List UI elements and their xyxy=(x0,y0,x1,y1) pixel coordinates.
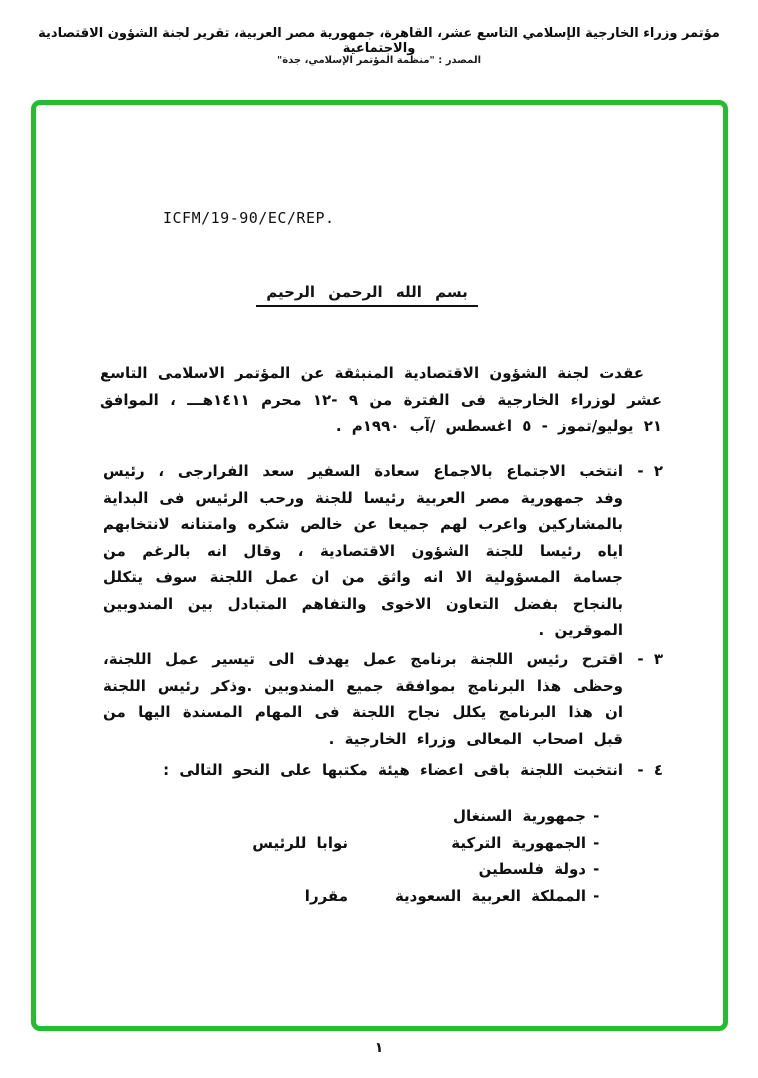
list-dash: - xyxy=(593,833,600,852)
list-item xyxy=(155,803,600,830)
page-number: ١ xyxy=(374,1040,384,1056)
member-name: دولة فلسطين xyxy=(478,860,586,878)
conference-header-title: مؤتمر وزراء الخارجية الإسلامي التاسع عشر، القاهرة، جمهورية مصر العربية، تقرير لجنة الشؤون الاقتصادية والاجتماعية xyxy=(38,26,720,56)
member-role: نوابا للرئيس xyxy=(252,833,348,852)
member-name: الجمهورية التركية xyxy=(451,833,586,852)
opening-paragraph: عقدت لجنة الشؤون الاقتصادية المنبثقة عن المؤتمر الاسلامى التاسع عشر لوزراء الخارجية فى الفترة من ٩ -١٢ محرم ١٤١١هـــ ، الموافق ٢١ يوليو/تموز - ٥ اغسطس /آب ١٩٩٠م . xyxy=(100,364,662,435)
list-dash: - xyxy=(593,860,600,878)
item-4-marker: ٤ - xyxy=(637,761,663,779)
bureau-member-list xyxy=(155,803,600,909)
list-item xyxy=(155,883,600,910)
member-name: جمهورية السنغال xyxy=(452,807,586,825)
list-item xyxy=(155,830,600,857)
item-3-text: اقترح رئيس اللجنة برنامج عمل يهدف الى تيسير عمل اللجنة، وحظى هذا البرنامج بموافقة جميع المندوبين .وذكر رئيس اللجنة ان هذا البرنامج يكلل نجاح اللجنة فى المهام المسندة اليها من قبل اصحاب المعالى وزراء الخارجية . xyxy=(103,650,623,748)
list-item xyxy=(155,856,600,883)
item-4-text: انتخبت اللجنة باقى اعضاء هيئة مكتبها على النحو التالى : xyxy=(163,761,623,779)
numbered-item-2 xyxy=(103,458,663,644)
member-role: مقررا xyxy=(304,886,348,905)
item-2-text: انتخب الاجتماع بالاجماع سعادة السفير سعد الفرارجى ، رئيس وفد جمهورية مصر العربية رئيسا للجنة ورحب الرئيس فى البداية بالمشاركين واعرب لهم جميعا عن خالص شكره وامتنانه لانتخابهم اياه رئيسا للجنة الشؤون الاقتصادية ، وقال انه بالرغم من جسامة المسؤولية الا انه واثق من ان عمل اللجنة سوف يتكلل بالنجاح بفضل التعاون الاخوى والتفاهم المتبادل بين المندوبين الموقرين . xyxy=(103,462,623,639)
numbered-item-3 xyxy=(103,646,663,752)
numbered-item-4 xyxy=(103,757,663,784)
source-attribution: المصدر : "منظمة المؤتمر الإسلامي، جدة" xyxy=(276,55,481,66)
item-2-marker: ٢ - xyxy=(637,462,663,480)
basmala-container xyxy=(0,282,734,307)
document-reference-code: ICFM/19-90/EC/REP. xyxy=(163,209,335,227)
item-3-marker: ٣ - xyxy=(637,650,663,668)
basmala-text: بسم الله الرحمن الرحيم xyxy=(256,283,478,307)
member-role xyxy=(155,803,348,830)
member-name: المملكة العربية السعودية xyxy=(394,886,586,905)
member-role xyxy=(155,856,348,883)
list-dash: - xyxy=(593,807,600,825)
list-dash: - xyxy=(593,886,600,905)
